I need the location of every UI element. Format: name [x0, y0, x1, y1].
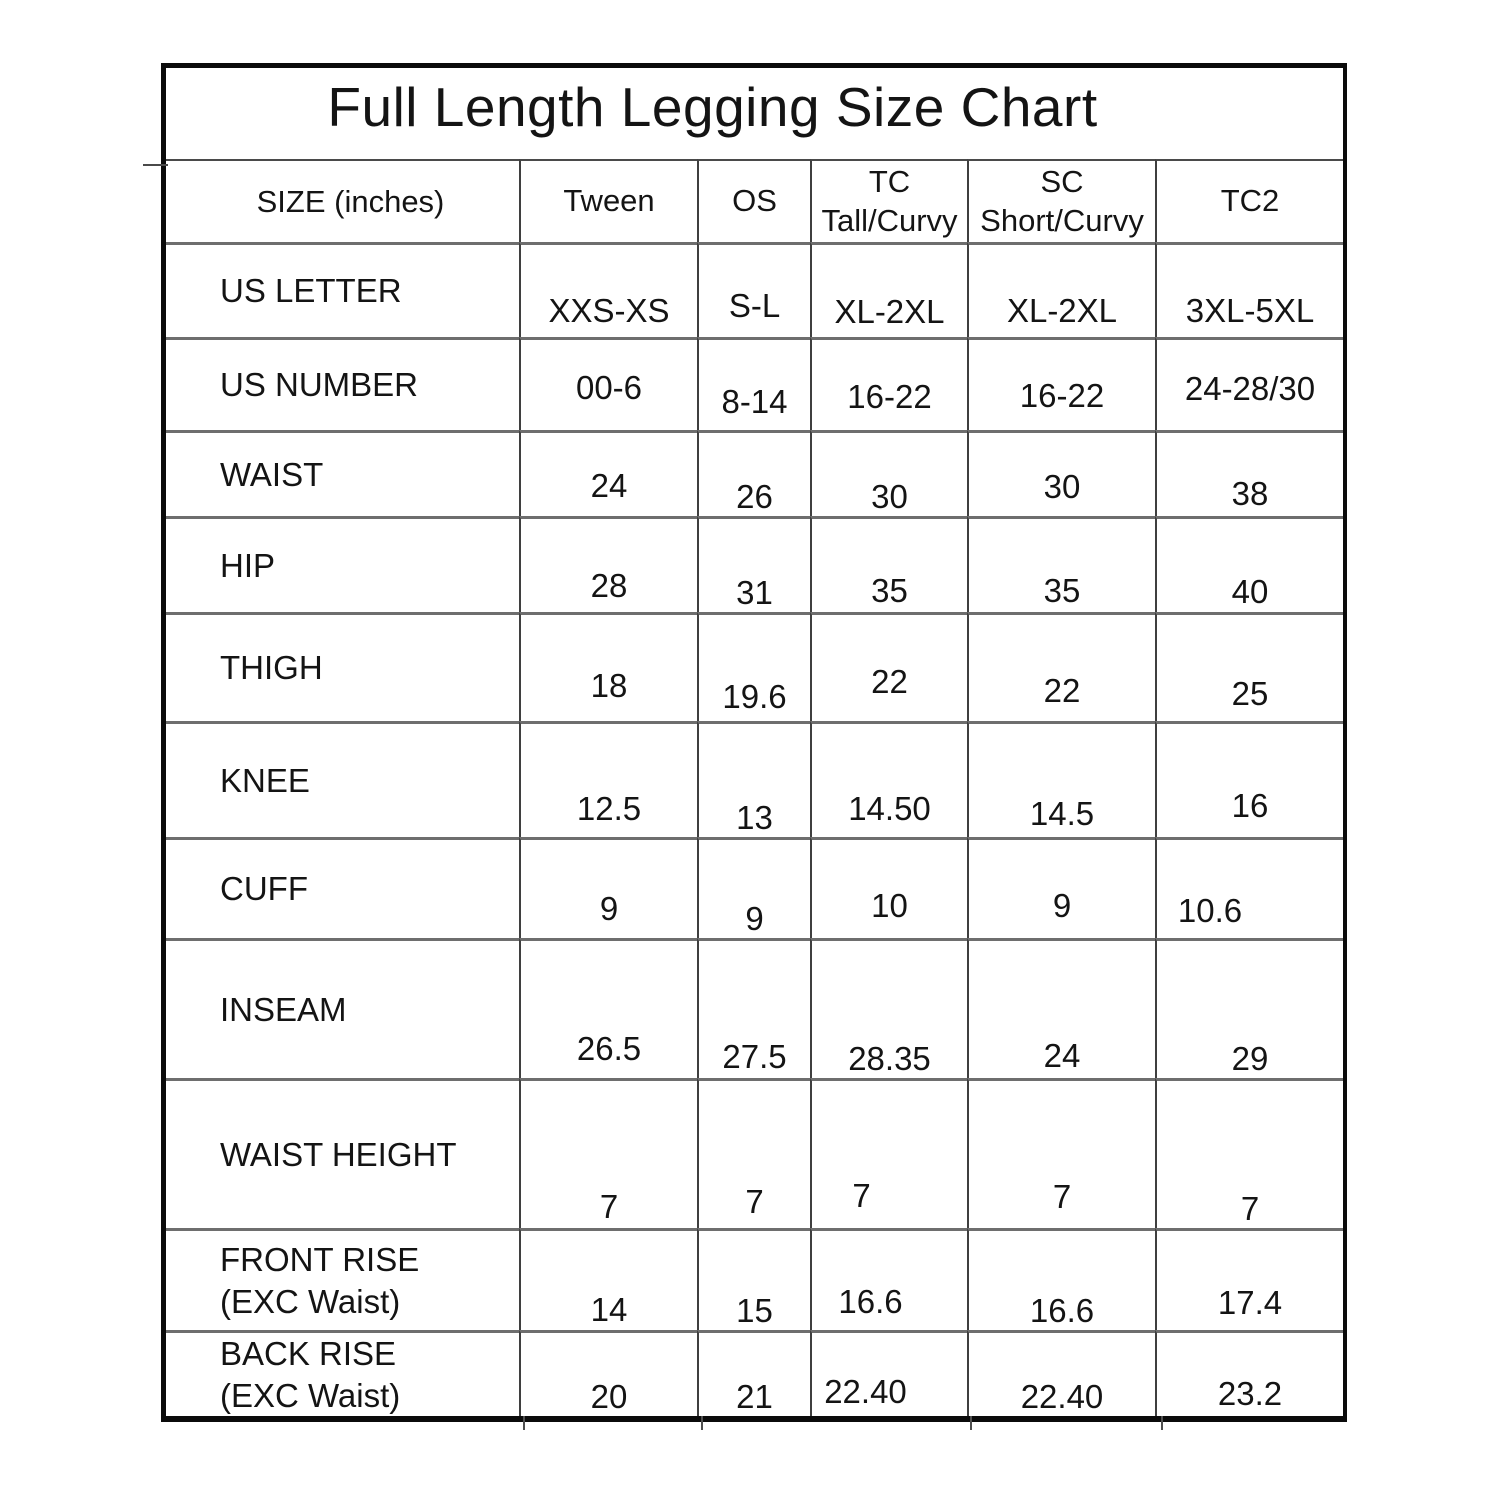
cell-value: 17.4 — [1155, 1228, 1343, 1330]
cell-value: 26 — [697, 430, 810, 516]
cell-value: 9 — [967, 837, 1155, 938]
cell-value: 7 — [810, 1078, 967, 1228]
cell-value: 40 — [1155, 516, 1343, 612]
cell-value: 16.6 — [810, 1228, 967, 1330]
cell-value: 24 — [519, 430, 697, 516]
cell-value: 30 — [810, 430, 967, 516]
column-header-sc: SC Short/Curvy — [967, 159, 1155, 242]
row-label-waist: WAIST — [166, 430, 519, 516]
cell-value: 16-22 — [810, 337, 967, 430]
cell-value: 18 — [519, 612, 697, 721]
header-divider-overhang — [143, 164, 168, 166]
row-label-back-rise: BACK RISE (EXC Waist) — [166, 1330, 519, 1416]
cell-value: 22.40 — [967, 1330, 1155, 1416]
column-header-tc: TC Tall/Curvy — [810, 159, 967, 242]
cell-value: 13 — [697, 721, 810, 837]
cell-value: 10.6 — [1155, 837, 1343, 938]
row-label-inseam: INSEAM — [166, 938, 519, 1078]
cell-value: 16.6 — [967, 1228, 1155, 1330]
cell-value: XXS-XS — [519, 242, 697, 337]
cell-value: 7 — [519, 1078, 697, 1228]
cell-value: 26.5 — [519, 938, 697, 1078]
cell-value: 12.5 — [519, 721, 697, 837]
cell-value: 27.5 — [697, 938, 810, 1078]
cell-value: 14.50 — [810, 721, 967, 837]
cell-value: 21 — [697, 1330, 810, 1416]
cell-value: 9 — [519, 837, 697, 938]
cell-value: 22 — [967, 612, 1155, 721]
row-label-hip: HIP — [166, 516, 519, 612]
row-label-us-number: US NUMBER — [166, 337, 519, 430]
cell-value: 38 — [1155, 430, 1343, 516]
cell-value: 14 — [519, 1228, 697, 1330]
row-label-us-letter: US LETTER — [166, 242, 519, 337]
cell-value: 24-28/30 — [1155, 337, 1343, 430]
column-line-stub — [701, 1416, 703, 1430]
cell-value: 35 — [967, 516, 1155, 612]
cell-value: 3XL-5XL — [1155, 242, 1343, 337]
row-label-cuff: CUFF — [166, 837, 519, 938]
column-header-tween: Tween — [519, 159, 697, 242]
cell-value: 20 — [519, 1330, 697, 1416]
cell-value: 31 — [697, 516, 810, 612]
row-label-waist-height: WAIST HEIGHT — [166, 1078, 519, 1228]
cell-value: 00-6 — [519, 337, 697, 430]
column-line-stub — [523, 1416, 525, 1430]
cell-value: 23.2 — [1155, 1330, 1343, 1416]
column-line-stub — [970, 1416, 972, 1430]
cell-value: 7 — [967, 1078, 1155, 1228]
cell-value: 22 — [810, 612, 967, 721]
corner-header-size-inches: SIZE (inches) — [166, 159, 519, 242]
cell-value: 10 — [810, 837, 967, 938]
cell-value: XL-2XL — [810, 242, 967, 337]
cell-value: S-L — [697, 242, 810, 337]
column-header-tc2: TC2 — [1155, 159, 1343, 242]
cell-value: 25 — [1155, 612, 1343, 721]
column-header-os: OS — [697, 159, 810, 242]
cell-value: 24 — [967, 938, 1155, 1078]
cell-value: 7 — [1155, 1078, 1343, 1228]
cell-value: 29 — [1155, 938, 1343, 1078]
row-label-thigh: THIGH — [166, 612, 519, 721]
cell-value: 16-22 — [967, 337, 1155, 430]
cell-value: 9 — [697, 837, 810, 938]
cell-value: 8-14 — [697, 337, 810, 430]
column-line-stub — [1161, 1416, 1163, 1430]
cell-value: 7 — [697, 1078, 810, 1228]
cell-value: 22.40 — [810, 1330, 967, 1416]
cell-value: 19.6 — [697, 612, 810, 721]
cell-value: XL-2XL — [967, 242, 1155, 337]
cell-value: 30 — [967, 430, 1155, 516]
cell-value: 16 — [1155, 721, 1343, 837]
row-label-knee: KNEE — [166, 721, 519, 837]
cell-value: 14.5 — [967, 721, 1155, 837]
cell-value: 28.35 — [810, 938, 967, 1078]
cell-value: 15 — [697, 1228, 810, 1330]
row-label-front-rise: FRONT RISE (EXC Waist) — [166, 1228, 519, 1330]
size-chart-table — [161, 63, 1347, 1422]
cell-value: 35 — [810, 516, 967, 612]
cell-value: 28 — [519, 516, 697, 612]
chart-title: Full Length Legging Size Chart — [327, 75, 1098, 138]
